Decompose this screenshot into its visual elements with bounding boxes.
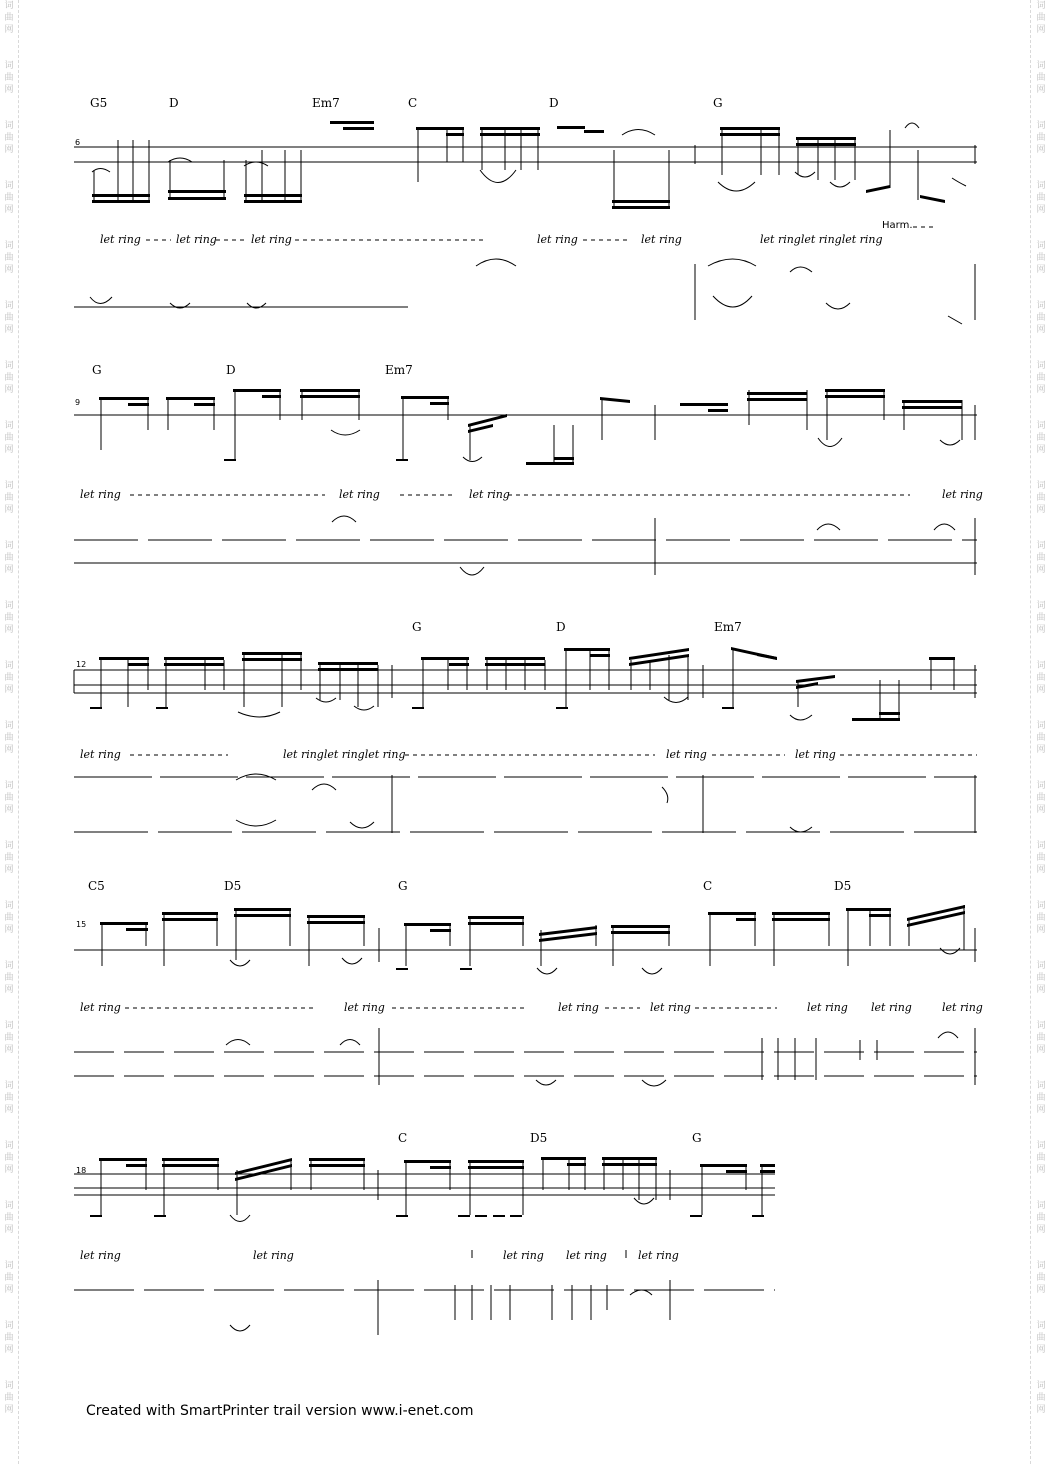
watermark-glyph-group: 词 曲 网: [4, 661, 14, 695]
chord-label: D: [556, 620, 566, 634]
measure-number: 9: [75, 398, 81, 407]
watermark-glyph-group: 词 曲 网: [1036, 1081, 1046, 1115]
let-ring-marking: let ring: [339, 488, 380, 501]
let-ring-marking: let ring: [558, 1001, 599, 1014]
let-ring-marking: let ring: [344, 1001, 385, 1014]
watermark-glyph-group: 词 曲 网: [1036, 61, 1046, 95]
watermark-glyph-group: 词 曲 网: [1036, 121, 1046, 155]
let-ring-marking: let ringlet ringlet ring: [760, 233, 883, 246]
watermark-glyph-group: 词 曲 网: [4, 481, 14, 515]
let-ring-marking: let ring: [641, 233, 682, 246]
watermark-glyph-group: 词 曲 网: [1036, 601, 1046, 635]
watermark-glyph-group: 词 曲 网: [4, 1021, 14, 1055]
let-ring-marking: let ring: [80, 1001, 121, 1014]
measure-number: 15: [76, 920, 87, 929]
chord-label: Em7: [385, 363, 413, 377]
chord-label: C: [398, 1131, 408, 1145]
let-ring-marking: let ring: [80, 1249, 121, 1262]
watermark-glyph-group: 词 曲 网: [1036, 961, 1046, 995]
let-ring-marking: let ring: [871, 1001, 912, 1014]
chord-label: G: [692, 1131, 702, 1145]
chord-label: C5: [88, 879, 105, 893]
chord-label: G: [412, 620, 422, 634]
chord-label: C: [408, 96, 418, 110]
watermark-glyph-group: 词 曲 网: [4, 901, 14, 935]
watermark-glyph-group: 词 曲 网: [4, 1141, 14, 1175]
watermark-glyph-group: 词 曲 网: [1036, 661, 1046, 695]
let-ring-marking: let ring: [80, 488, 121, 501]
chord-label: D: [549, 96, 559, 110]
watermark-glyph-group: 词 曲 网: [1036, 1141, 1046, 1175]
watermark-glyph-group: 词 曲 网: [1036, 781, 1046, 815]
let-ring-marking: let ring: [650, 1001, 691, 1014]
chord-label: G5: [90, 96, 108, 110]
let-ring-marking: let ringlet ringlet ring: [283, 748, 406, 761]
watermark-glyph-group: 词 曲 网: [4, 721, 14, 755]
watermark-glyph-group: 词 曲 网: [4, 421, 14, 455]
watermark-glyph-group: 词 曲 网: [1036, 1381, 1046, 1415]
watermark-glyph-group: 词 曲 网: [4, 121, 14, 155]
chord-label: D: [169, 96, 179, 110]
watermark-glyph-group: 词 曲 网: [4, 601, 14, 635]
watermark-glyph-group: 词 曲 网: [1036, 1, 1046, 35]
chord-label: Em7: [714, 620, 742, 634]
watermark-glyph-group: 词 曲 网: [4, 1081, 14, 1115]
watermark-glyph-group: 词 曲 网: [1036, 901, 1046, 935]
let-ring-marking: let ring: [666, 748, 707, 761]
let-ring-marking: let ring: [503, 1249, 544, 1262]
chord-label: G: [713, 96, 723, 110]
watermark-glyph-group: 词 曲 网: [4, 241, 14, 275]
let-ring-marking: let ring: [638, 1249, 679, 1262]
let-ring-marking: let ring: [100, 233, 141, 246]
watermark-glyph-group: 词 曲 网: [1036, 361, 1046, 395]
chord-label: G: [398, 879, 408, 893]
watermark-glyph-group: 词 曲 网: [1036, 241, 1046, 275]
watermark-glyph-group: 词 曲 网: [4, 181, 14, 215]
watermark-glyph-group: 词 曲 网: [4, 61, 14, 95]
watermark-glyph-group: 词 曲 网: [4, 1, 14, 35]
chord-label: C: [703, 879, 713, 893]
let-ring-marking: let ring: [942, 488, 983, 501]
let-ring-marking: let ring: [795, 748, 836, 761]
watermark-glyph-group: 词 曲 网: [4, 361, 14, 395]
watermark-glyph-group: 词 曲 网: [4, 1381, 14, 1415]
watermark-glyph-group: 词 曲 网: [1036, 1321, 1046, 1355]
watermark-glyph-group: 词 曲 网: [1036, 1021, 1046, 1055]
watermark-glyph-group: 词 曲 网: [1036, 481, 1046, 515]
let-ring-marking: let ring: [253, 1249, 294, 1262]
let-ring-marking: let ring: [566, 1249, 607, 1262]
let-ring-marking: let ring: [942, 1001, 983, 1014]
watermark-glyph-group: 词 曲 网: [1036, 721, 1046, 755]
measure-number: 6: [75, 138, 81, 147]
watermark-glyph-group: 词 曲 网: [4, 841, 14, 875]
watermark-glyph-group: 词 曲 网: [1036, 301, 1046, 335]
watermark-glyph-group: 词 曲 网: [1036, 421, 1046, 455]
watermark-glyph-group: 词 曲 网: [1036, 841, 1046, 875]
let-ring-marking: let ring: [176, 233, 217, 246]
measure-number: 12: [76, 660, 87, 669]
watermark-glyph-group: 词 曲 网: [4, 781, 14, 815]
chord-label: D5: [224, 879, 242, 893]
let-ring-marking: let ring: [251, 233, 292, 246]
chord-label: D5: [530, 1131, 548, 1145]
watermark-glyph-group: 词 曲 网: [4, 1321, 14, 1355]
watermark-glyph-group: 词 曲 网: [4, 1201, 14, 1235]
let-ring-marking: let ring: [537, 233, 578, 246]
watermark-glyph-group: 词 曲 网: [4, 1261, 14, 1295]
watermark-glyph-group: 词 曲 网: [4, 301, 14, 335]
harmonic-marking: Harm.: [882, 220, 913, 231]
chord-label: G: [92, 363, 102, 377]
chord-label: D: [226, 363, 236, 377]
watermark-glyph-group: 词 曲 网: [4, 961, 14, 995]
watermark-glyph-group: 词 曲 网: [1036, 181, 1046, 215]
footer-credit: Created with SmartPrinter trail version www.i-enet.com: [86, 1403, 474, 1419]
measure-number: 18: [76, 1166, 87, 1175]
watermark-glyph-group: 词 曲 网: [1036, 541, 1046, 575]
watermark-glyph-group: 词 曲 网: [1036, 1261, 1046, 1295]
let-ring-marking: let ring: [80, 748, 121, 761]
watermark-glyph-group: 词 曲 网: [1036, 1201, 1046, 1235]
chord-label: Em7: [312, 96, 340, 110]
chord-label: D5: [834, 879, 852, 893]
let-ring-marking: let ring: [807, 1001, 848, 1014]
let-ring-marking: let ring: [469, 488, 510, 501]
watermark-glyph-group: 词 曲 网: [4, 541, 14, 575]
